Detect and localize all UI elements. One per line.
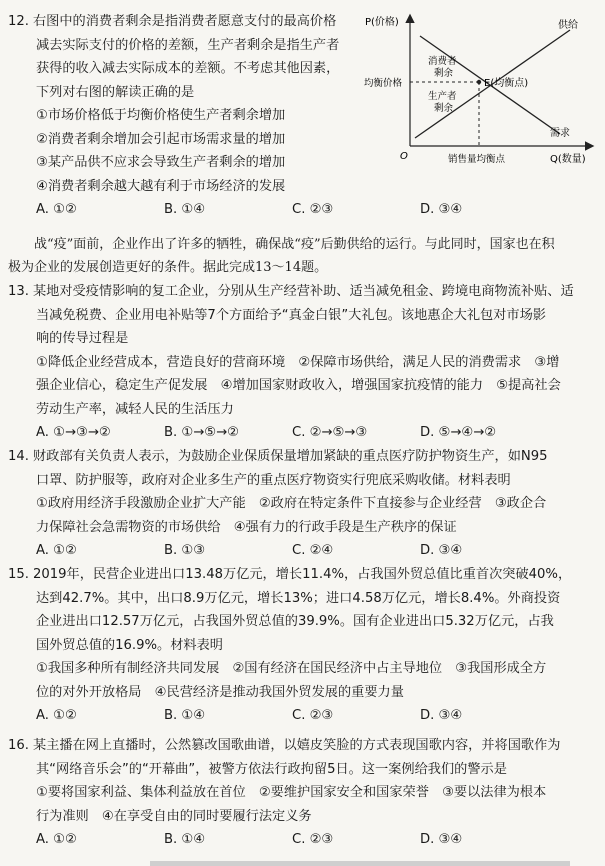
question-15 xyxy=(8,563,598,728)
supply-label: 供给 xyxy=(558,20,578,31)
supply-demand-diagram xyxy=(360,6,600,168)
question-stem-line: 获得的收入减去实际成本的差额。不考虑其他因素， xyxy=(36,61,340,76)
statement: ②消费者剩余增加会引起市场需求量的增加 xyxy=(36,131,286,147)
question-number: 14. xyxy=(8,449,29,464)
question-number: 15. xyxy=(8,567,29,582)
option-b[interactable]: B. ①④ xyxy=(164,202,206,217)
statement: ①要将国家利益、集体利益放在首位 ②要维护国家安全和国家荣誉 ③要以法律为根本 xyxy=(36,785,547,800)
intro-line: 极为企业的发展创造更好的条件。据此完成13～14题。 xyxy=(8,260,328,275)
answer-options xyxy=(8,704,598,728)
question-stem-line: 其“网络音乐会”的“开幕曲”，被警方依法行政拘留5日。这一案例给我们的警示是 xyxy=(36,761,507,777)
y-axis-label: P(价格) xyxy=(365,17,399,28)
equilibrium-price-label: 均衡价格 xyxy=(364,78,403,89)
answer-options xyxy=(8,198,598,222)
question-stem-line: 某地对受疫情影响的复工企业，分别从生产经营补助、适当减免租金、跨境电商物流补贴、适 xyxy=(32,284,574,299)
passage-intro xyxy=(8,233,598,279)
option-c[interactable]: C. ②→⑤→③ xyxy=(292,425,368,440)
answer-options xyxy=(8,421,598,445)
consumer-surplus-label: 消费者 xyxy=(428,56,457,67)
question-stem-line: 口罩、防护服等，政府对企业多生产的重点医疗物资实行兜底采购收储。材料表明 xyxy=(36,472,511,488)
question-13 xyxy=(8,280,598,445)
question-stem-line: 减去实际支付的价格的差额，生产者剩余是指生产者 xyxy=(36,37,340,53)
answer-options xyxy=(8,828,598,852)
option-c[interactable]: C. ②③ xyxy=(292,832,334,847)
option-d[interactable]: D. ③④ xyxy=(420,708,463,723)
question-stem-line: 某主播在网上直播时，公然篡改国歌曲谱，以嬉皮笑脸的方式表现国歌内容，并将国歌作为 xyxy=(32,738,561,753)
question-stem-line: 达到42.7%。其中，出口8.9万亿元，增长13%；进口4.58万亿元，增长8.4%。外商投资 xyxy=(36,590,561,606)
option-a[interactable]: A. ①② xyxy=(36,832,77,847)
question-stem-line: 财政部有关负责人表示，为鼓励企业保质保量增加紧缺的重点医疗防护物资生产，如N95 xyxy=(32,449,548,464)
page-footer-strip xyxy=(150,858,570,866)
question-14 xyxy=(8,445,598,563)
option-d[interactable]: D. ③④ xyxy=(420,832,463,847)
statement: ④消费者剩余越大越有利于市场经济的发展 xyxy=(36,178,286,194)
question-number: 12. xyxy=(8,14,29,29)
statement: ①降低企业经营成本，营造良好的营商环境 ②保障市场供给，满足人民的消费需求 ③增 xyxy=(36,354,560,370)
equilibrium-quantity-label: 销售量均衡点 xyxy=(448,154,506,165)
question-16 xyxy=(8,734,598,852)
equilibrium-point xyxy=(477,80,481,84)
question-stem-line: 响的传导过程是 xyxy=(36,331,129,346)
option-a[interactable]: A. ①→③→② xyxy=(36,425,111,440)
option-d[interactable]: D. ③④ xyxy=(420,543,463,558)
statement: ①市场价格低于均衡价格使生产者剩余增加 xyxy=(36,108,286,123)
question-stem-line: 当减免税费、企业用电补贴等7个方面给予“真金白银”大礼包。该地惠企大礼包对市场影 xyxy=(36,307,546,323)
statement: 力保障社会急需物资的市场供给 ④强有力的行政手段是生产秩序的保证 xyxy=(36,519,457,535)
option-d[interactable]: D. ③④ xyxy=(420,202,463,217)
option-c[interactable]: C. ②③ xyxy=(292,708,334,723)
statement: 强企业信心，稳定生产促发展 ④增加国家财政收入，增强国家抗疫情的能力 ⑤提高社会 xyxy=(36,378,561,393)
question-stem-line: 2019年，民营企业进出口13.48万亿元，增长11.4%，占我国外贸总值比重首次突破40%， xyxy=(32,567,572,582)
option-b[interactable]: B. ①④ xyxy=(164,708,206,723)
option-a[interactable]: A. ①② xyxy=(36,543,77,558)
producer-surplus-label: 生产者 xyxy=(428,91,457,102)
option-b[interactable]: B. ①→⑤→② xyxy=(164,425,239,440)
option-d[interactable]: D. ⑤→④→② xyxy=(420,425,497,440)
question-stem-line: 右图中的消费者剩余是指消费者愿意支付的最高价格 xyxy=(32,14,337,29)
option-a[interactable]: A. ①② xyxy=(36,708,77,723)
question-number: 13. xyxy=(8,284,29,299)
statement: 行为准则 ④在享受自由的同时要履行法定义务 xyxy=(36,808,312,824)
statement: ①我国多种所有制经济共同发展 ②国有经济在国民经济中占主导地位 ③我国形成全方 xyxy=(36,661,547,676)
x-axis-label: Q(数量) xyxy=(550,154,586,165)
question-stem-line: 下列对右图的解读正确的是 xyxy=(36,84,195,100)
option-c[interactable]: C. ②④ xyxy=(292,543,334,558)
question-number: 16. xyxy=(8,738,29,753)
option-b[interactable]: B. ①③ xyxy=(164,543,206,558)
statement: ③某产品供不应求会导致生产者剩余的增加 xyxy=(36,155,286,170)
question-stem-line: 企业进出口12.57万亿元，占我国外贸总值的39.9%。国有企业进出口5.32万亿元，占我 xyxy=(36,614,554,629)
demand-label: 需求 xyxy=(550,128,570,139)
statement: 位的对外开放格局 ④民营经济是推动我国外贸发展的重要力量 xyxy=(36,684,404,700)
option-b[interactable]: B. ①④ xyxy=(164,832,206,847)
statement: ①政府用经济手段激励企业扩大产能 ②政府在特定条件下直接参与企业经营 ③政企合 xyxy=(36,496,547,511)
intro-line: 战“疫”面前，企业作出了许多的牺牲，确保战“疫”后勤供给的运行。与此同时，国家也在积 xyxy=(34,237,555,252)
producer-surplus-label: 剩余 xyxy=(434,103,454,114)
consumer-surplus-label: 剩余 xyxy=(434,68,454,79)
question-stem-line: 国外贸总值的16.9%。材料表明 xyxy=(36,637,223,653)
option-a[interactable]: A. ①② xyxy=(36,202,77,217)
origin-label: O xyxy=(400,151,408,162)
equilibrium-point-label: E(均衡点) xyxy=(484,78,529,89)
statement: 劳动生产率，减轻人民的生活压力 xyxy=(36,401,234,417)
answer-options xyxy=(8,539,598,563)
option-c[interactable]: C. ②③ xyxy=(292,202,334,217)
